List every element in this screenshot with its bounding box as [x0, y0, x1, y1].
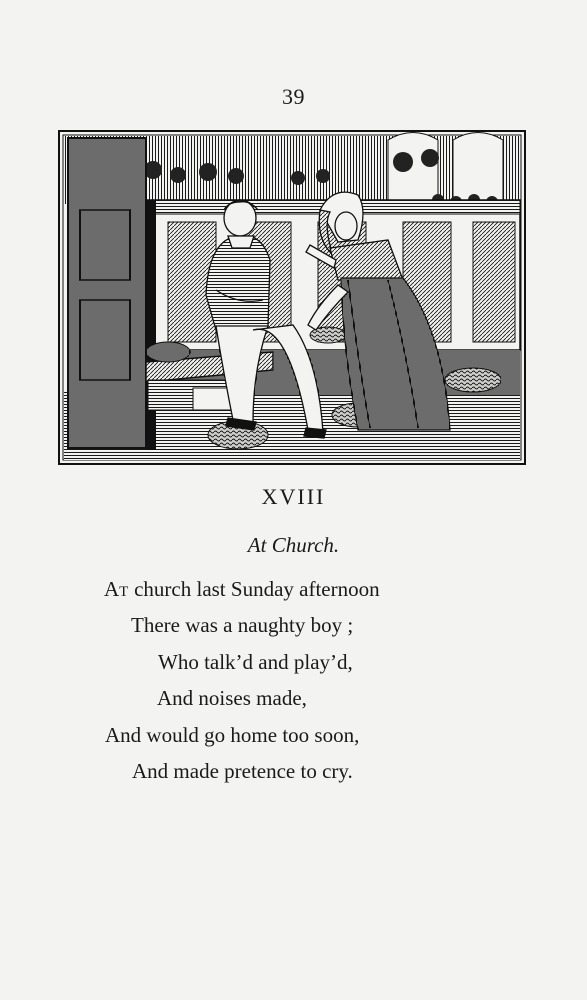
- poem-initial: A: [104, 577, 120, 601]
- chapter-numeral: XVIII: [261, 484, 326, 509]
- poem-line-3: Who talk’d and play’d,: [158, 650, 353, 674]
- poem-line-1-text: church last Sunday afternoon: [128, 577, 380, 601]
- poem-line-4: And noises made,: [157, 686, 307, 710]
- poem-line-6: And made pretence to cry.: [132, 759, 353, 783]
- chapter-title: At Church.: [247, 533, 340, 557]
- poem-initial-smallcaps: T: [119, 584, 129, 600]
- page-number: 39: [282, 84, 305, 109]
- poem-line-1: [104, 574, 380, 604]
- poem-line-5: And would go home too soon,: [105, 723, 360, 747]
- church-pew-engraving-icon: [58, 130, 526, 465]
- poem-line-2: There was a naughty boy ;: [131, 613, 354, 637]
